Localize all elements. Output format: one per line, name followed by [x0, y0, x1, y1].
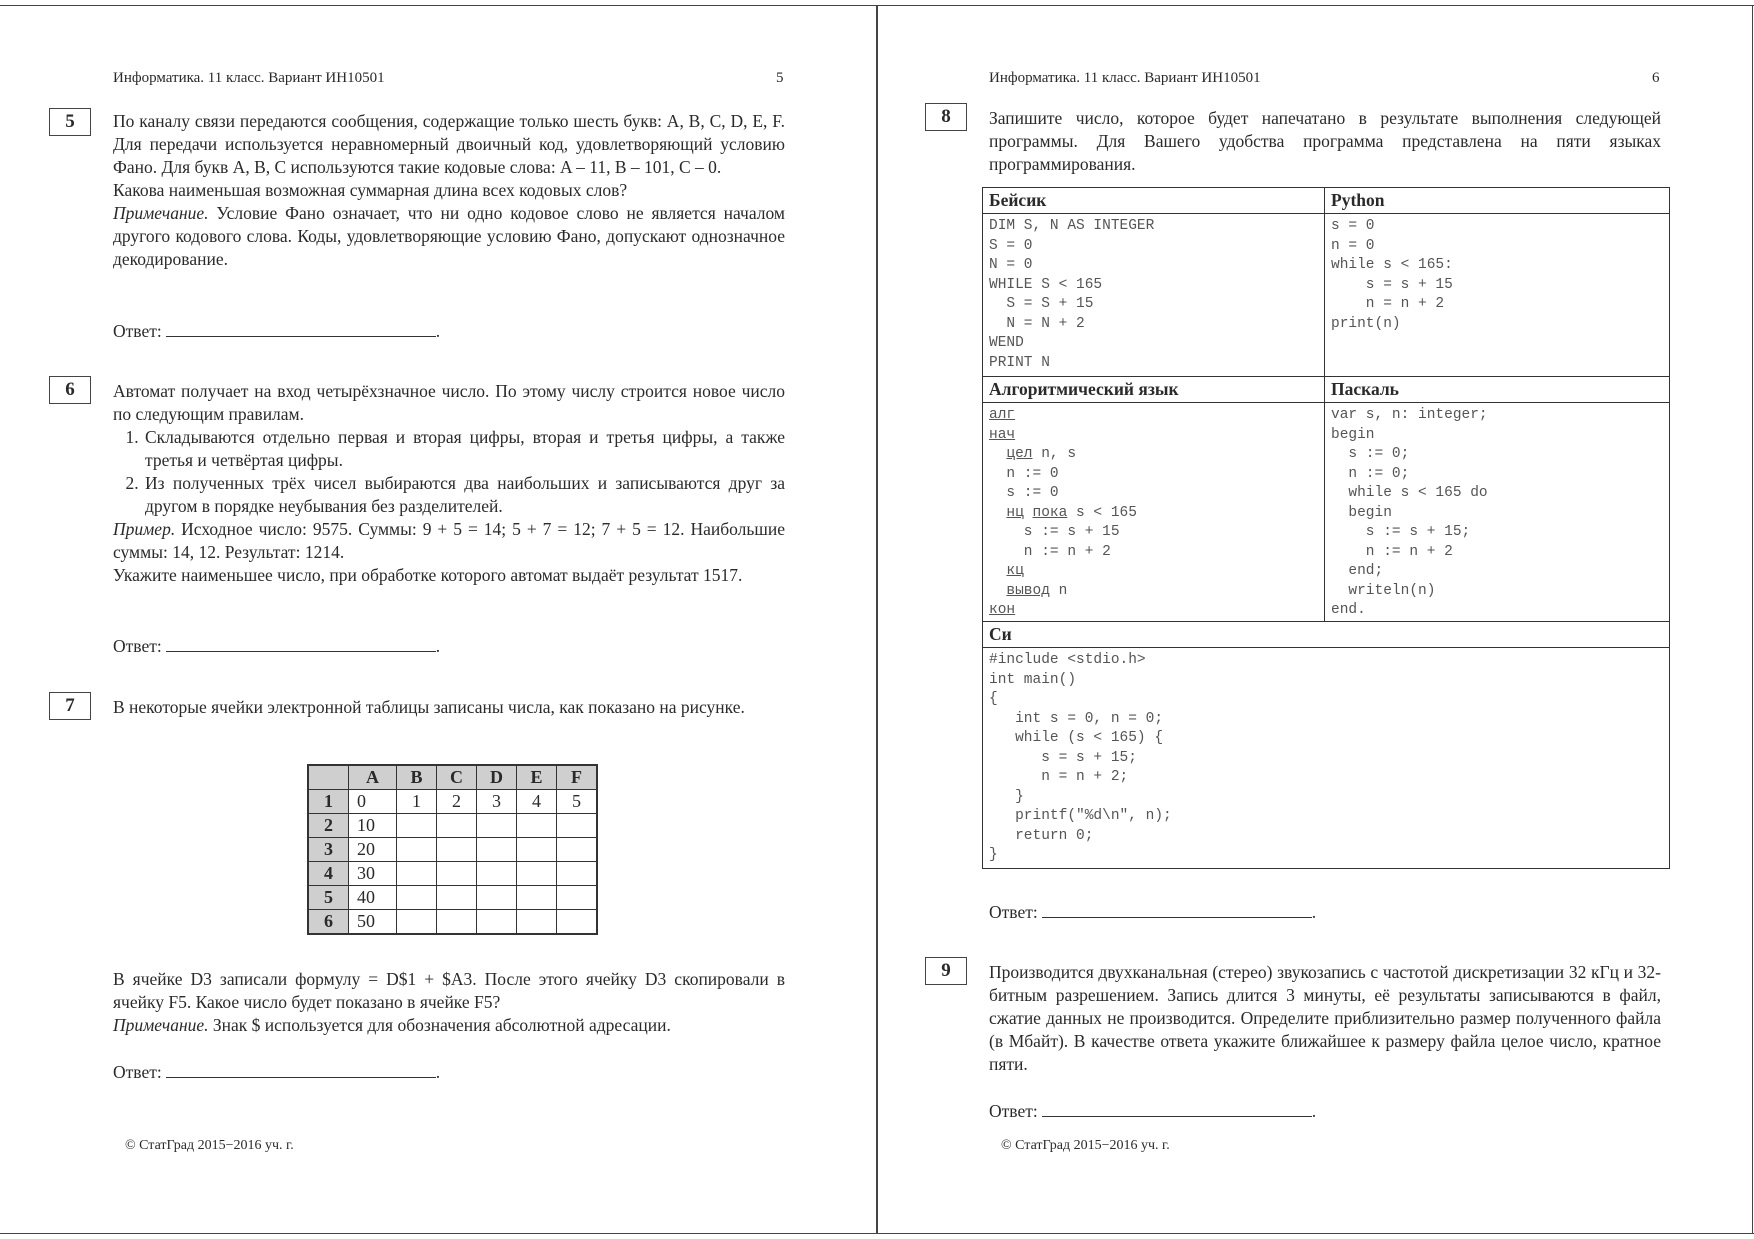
table-cell	[477, 862, 517, 886]
table-cell: 10	[349, 814, 397, 838]
table-cell	[437, 886, 477, 910]
question-7-number: 7	[49, 692, 91, 720]
table-cell: 50	[349, 910, 397, 935]
c-code: #include <stdio.h> int main() { int s = 0, n = 0; while (s < 165) { s = s + 15; n = n + 2; } printf("%d\n", n); return 0; }	[989, 652, 1172, 863]
table-cell	[517, 910, 557, 935]
basic-code-cell	[983, 214, 1325, 377]
c-code-cell	[983, 648, 1670, 869]
answer-field[interactable]	[1042, 1100, 1312, 1117]
table-cell	[557, 838, 598, 862]
code-line: n := 0	[989, 465, 1059, 482]
column-header: B	[397, 765, 437, 790]
question-5-body	[113, 110, 785, 271]
table-cell: 40	[349, 886, 397, 910]
code-row	[983, 214, 1670, 377]
code-line: кон	[989, 602, 1016, 618]
answer-field[interactable]	[166, 635, 436, 652]
table-cell: 5	[557, 790, 598, 814]
table-cell	[397, 862, 437, 886]
page-border-right	[1752, 5, 1753, 1234]
answer-field[interactable]	[166, 320, 436, 337]
column-header: C	[437, 765, 477, 790]
answer-label: Ответ:	[989, 902, 1038, 922]
table-row	[308, 910, 597, 935]
right-page-header: Информатика. 11 класс. Вариант ИН10501	[989, 70, 1261, 86]
question-5-text: По каналу связи передаются сообщения, содержащие только шесть букв: A, B, C, D, E, F. Для передачи используется неравномерный двоичный код, удовлетворяющий условию Фано. Для букв A, B, C используются такие кодовые слова: A – 11, B – 101, C – 0.	[113, 111, 785, 177]
rule-item: 1. Складываются отдельно первая и вторая цифры, вторая и третья цифры, а также третья и четвёртая цифры.	[143, 426, 785, 472]
question-7-answer: Ответ: .	[113, 1062, 441, 1082]
table-row	[308, 886, 597, 910]
table-cell	[437, 814, 477, 838]
answer-label: Ответ:	[113, 1062, 162, 1082]
code-header-row	[983, 377, 1670, 403]
question-7-body2	[113, 968, 785, 1037]
pascal-label: Паскаль	[1325, 377, 1670, 403]
question-9-answer: Ответ: .	[989, 1101, 1317, 1121]
right-page-number: 6	[1652, 70, 1660, 86]
question-8-number: 8	[925, 103, 967, 131]
column-header: A	[349, 765, 397, 790]
table-cell	[557, 814, 598, 838]
table-row	[308, 862, 597, 886]
row-header: 1	[308, 790, 349, 814]
table-cell	[517, 862, 557, 886]
pascal-code-cell	[1325, 403, 1670, 622]
python-code-cell	[1325, 214, 1670, 377]
question-6-answer: Ответ: .	[113, 636, 441, 656]
table-cell: 3	[477, 790, 517, 814]
table-cell	[477, 910, 517, 935]
table-cell	[437, 910, 477, 935]
question-7-text2: В ячейке D3 записали формулу = D$1 + $A3. После этого ячейку D3 скопировали в ячейку F5. Какое число будет показано в ячейке F5?	[113, 969, 785, 1012]
example-text: Исходное число: 9575. Суммы: 9 + 5 = 14; 5 + 7 = 12; 7 + 5 = 12. Наибольшие суммы: 14, 12. Результат: 1214.	[113, 519, 785, 562]
question-5-answer: Ответ: .	[113, 321, 441, 341]
note-label: Примечание.	[113, 1015, 209, 1035]
table-cell	[557, 886, 598, 910]
python-code: s = 0 n = 0 while s < 165: s = s + 15 n = n + 2 print(n)	[1331, 218, 1453, 332]
table-cell: 4	[517, 790, 557, 814]
table-cell	[437, 838, 477, 862]
program-table	[982, 187, 1670, 869]
table-cell	[397, 910, 437, 935]
basic-label: Бейсик	[983, 188, 1325, 214]
question-8-text: Запишите число, которое будет напечатано в результате выполнения следующей программы. Для Вашего удобства программа представлена на пяти языках программирования.	[989, 108, 1661, 174]
basic-code: DIM S, N AS INTEGER S = 0 N = 0 WHILE S < 165 S = S + 15 N = N + 2 WEND PRINT N	[989, 218, 1155, 371]
answer-label: Ответ:	[113, 321, 162, 341]
algo-code: алг нач цел n, s n := 0 s := 0 нц пока s < 165 s := s + 15 n := n + 2 кц вывод n кон	[989, 407, 1137, 618]
code-line: n := n + 2	[989, 543, 1111, 560]
row-header: 4	[308, 862, 349, 886]
question-6-number: 6	[49, 376, 91, 404]
question-6-example	[113, 518, 785, 564]
table-cell	[517, 886, 557, 910]
code-line: s := 0	[989, 485, 1059, 501]
python-label: Python	[1325, 188, 1670, 214]
question-9-number: 9	[925, 957, 967, 985]
table-cell: 20	[349, 838, 397, 862]
table-row	[308, 814, 597, 838]
table-cell	[517, 838, 557, 862]
column-header: F	[557, 765, 598, 790]
left-copyright: © СтатГрад 2015−2016 уч. г.	[125, 1138, 294, 1153]
column-header: D	[477, 765, 517, 790]
table-cell	[517, 814, 557, 838]
code-header-row	[983, 622, 1670, 648]
rule-item: 2. Из полученных трёх чисел выбираются два наибольших и записываются друг за другом в порядке неубывания без разделителей.	[143, 472, 785, 518]
table-cell: 0	[349, 790, 397, 814]
table-cell	[397, 814, 437, 838]
question-6-question: Укажите наименьшее число, при обработке которого автомат выдаёт результат 1517.	[113, 565, 743, 585]
column-header: E	[517, 765, 557, 790]
pascal-code: var s, n: integer; begin s := 0; n := 0; while s < 165 do begin s := s + 15; n := n + 2 end; writeln(n) end.	[1331, 407, 1488, 618]
question-9-text: Производится двухканальная (стерео) звукозапись с частотой дискретизации 32 кГц и 32-битным разрешением. Запись длится 3 минуты, её результаты записываются в файл, сжатие данных не производится. Определите приблизительно размер полученного файла (в Мбайт). В качестве ответа укажите ближайшее к размеру файла целое число, кратное пяти.	[989, 962, 1661, 1074]
question-6-body	[113, 380, 785, 587]
algo-code-cell	[983, 403, 1325, 622]
code-row	[983, 403, 1670, 622]
table-cell	[557, 862, 598, 886]
table-cell	[477, 838, 517, 862]
code-line: нач	[989, 426, 1016, 443]
question-7-text: В некоторые ячейки электронной таблицы записаны числа, как показано на рисунке.	[113, 697, 745, 717]
right-copyright: © СтатГрад 2015−2016 уч. г.	[1001, 1138, 1170, 1153]
table-row	[308, 838, 597, 862]
question-7-note	[113, 1014, 785, 1037]
answer-field[interactable]	[166, 1061, 436, 1078]
page-divider	[876, 5, 878, 1234]
row-header: 5	[308, 886, 349, 910]
note-label: Примечание.	[113, 203, 209, 223]
row-header: 6	[308, 910, 349, 935]
answer-label: Ответ:	[989, 1101, 1038, 1121]
question-5-number: 5	[49, 108, 91, 136]
question-5-question: Какова наименьшая возможная суммарная длина всех кодовых слов?	[113, 180, 628, 200]
spreadsheet-table	[307, 764, 598, 935]
left-page-number: 5	[776, 70, 784, 86]
table-header-row	[308, 765, 597, 790]
code-header-row	[983, 188, 1670, 214]
answer-field[interactable]	[1042, 901, 1312, 918]
row-header: 3	[308, 838, 349, 862]
table-row	[308, 790, 597, 814]
table-cell	[557, 910, 598, 935]
table-cell	[437, 862, 477, 886]
note-text: Знак $ используется для обозначения абсолютной адресации.	[208, 1015, 671, 1035]
table-cell: 30	[349, 862, 397, 886]
table-cell	[477, 886, 517, 910]
table-cell	[397, 838, 437, 862]
question-5-note	[113, 202, 785, 271]
code-row	[983, 648, 1670, 869]
algo-label: Алгоритмический язык	[983, 377, 1325, 403]
table-cell	[477, 814, 517, 838]
answer-label: Ответ:	[113, 636, 162, 656]
code-line: s := s + 15	[989, 524, 1120, 540]
row-header: 2	[308, 814, 349, 838]
c-label: Си	[983, 622, 1670, 648]
code-line: алг	[989, 407, 1016, 423]
note-text: Условие Фано означает, что ни одно кодовое слово не является началом другого кодового слова. Коды, удовлетворяющие условию Фано, допускают однозначное декодирование.	[113, 203, 785, 269]
table-cell: 2	[437, 790, 477, 814]
question-8-answer: Ответ: .	[989, 902, 1317, 922]
table-cell: 1	[397, 790, 437, 814]
question-6-text: Автомат получает на вход четырёхзначное число. По этому числу строится новое число по следующим правилам.	[113, 381, 785, 424]
left-page-header: Информатика. 11 класс. Вариант ИН10501	[113, 70, 385, 86]
table-cell	[397, 886, 437, 910]
example-label: Пример.	[113, 519, 176, 539]
question-6-rules	[113, 426, 785, 518]
corner-cell	[308, 765, 349, 790]
